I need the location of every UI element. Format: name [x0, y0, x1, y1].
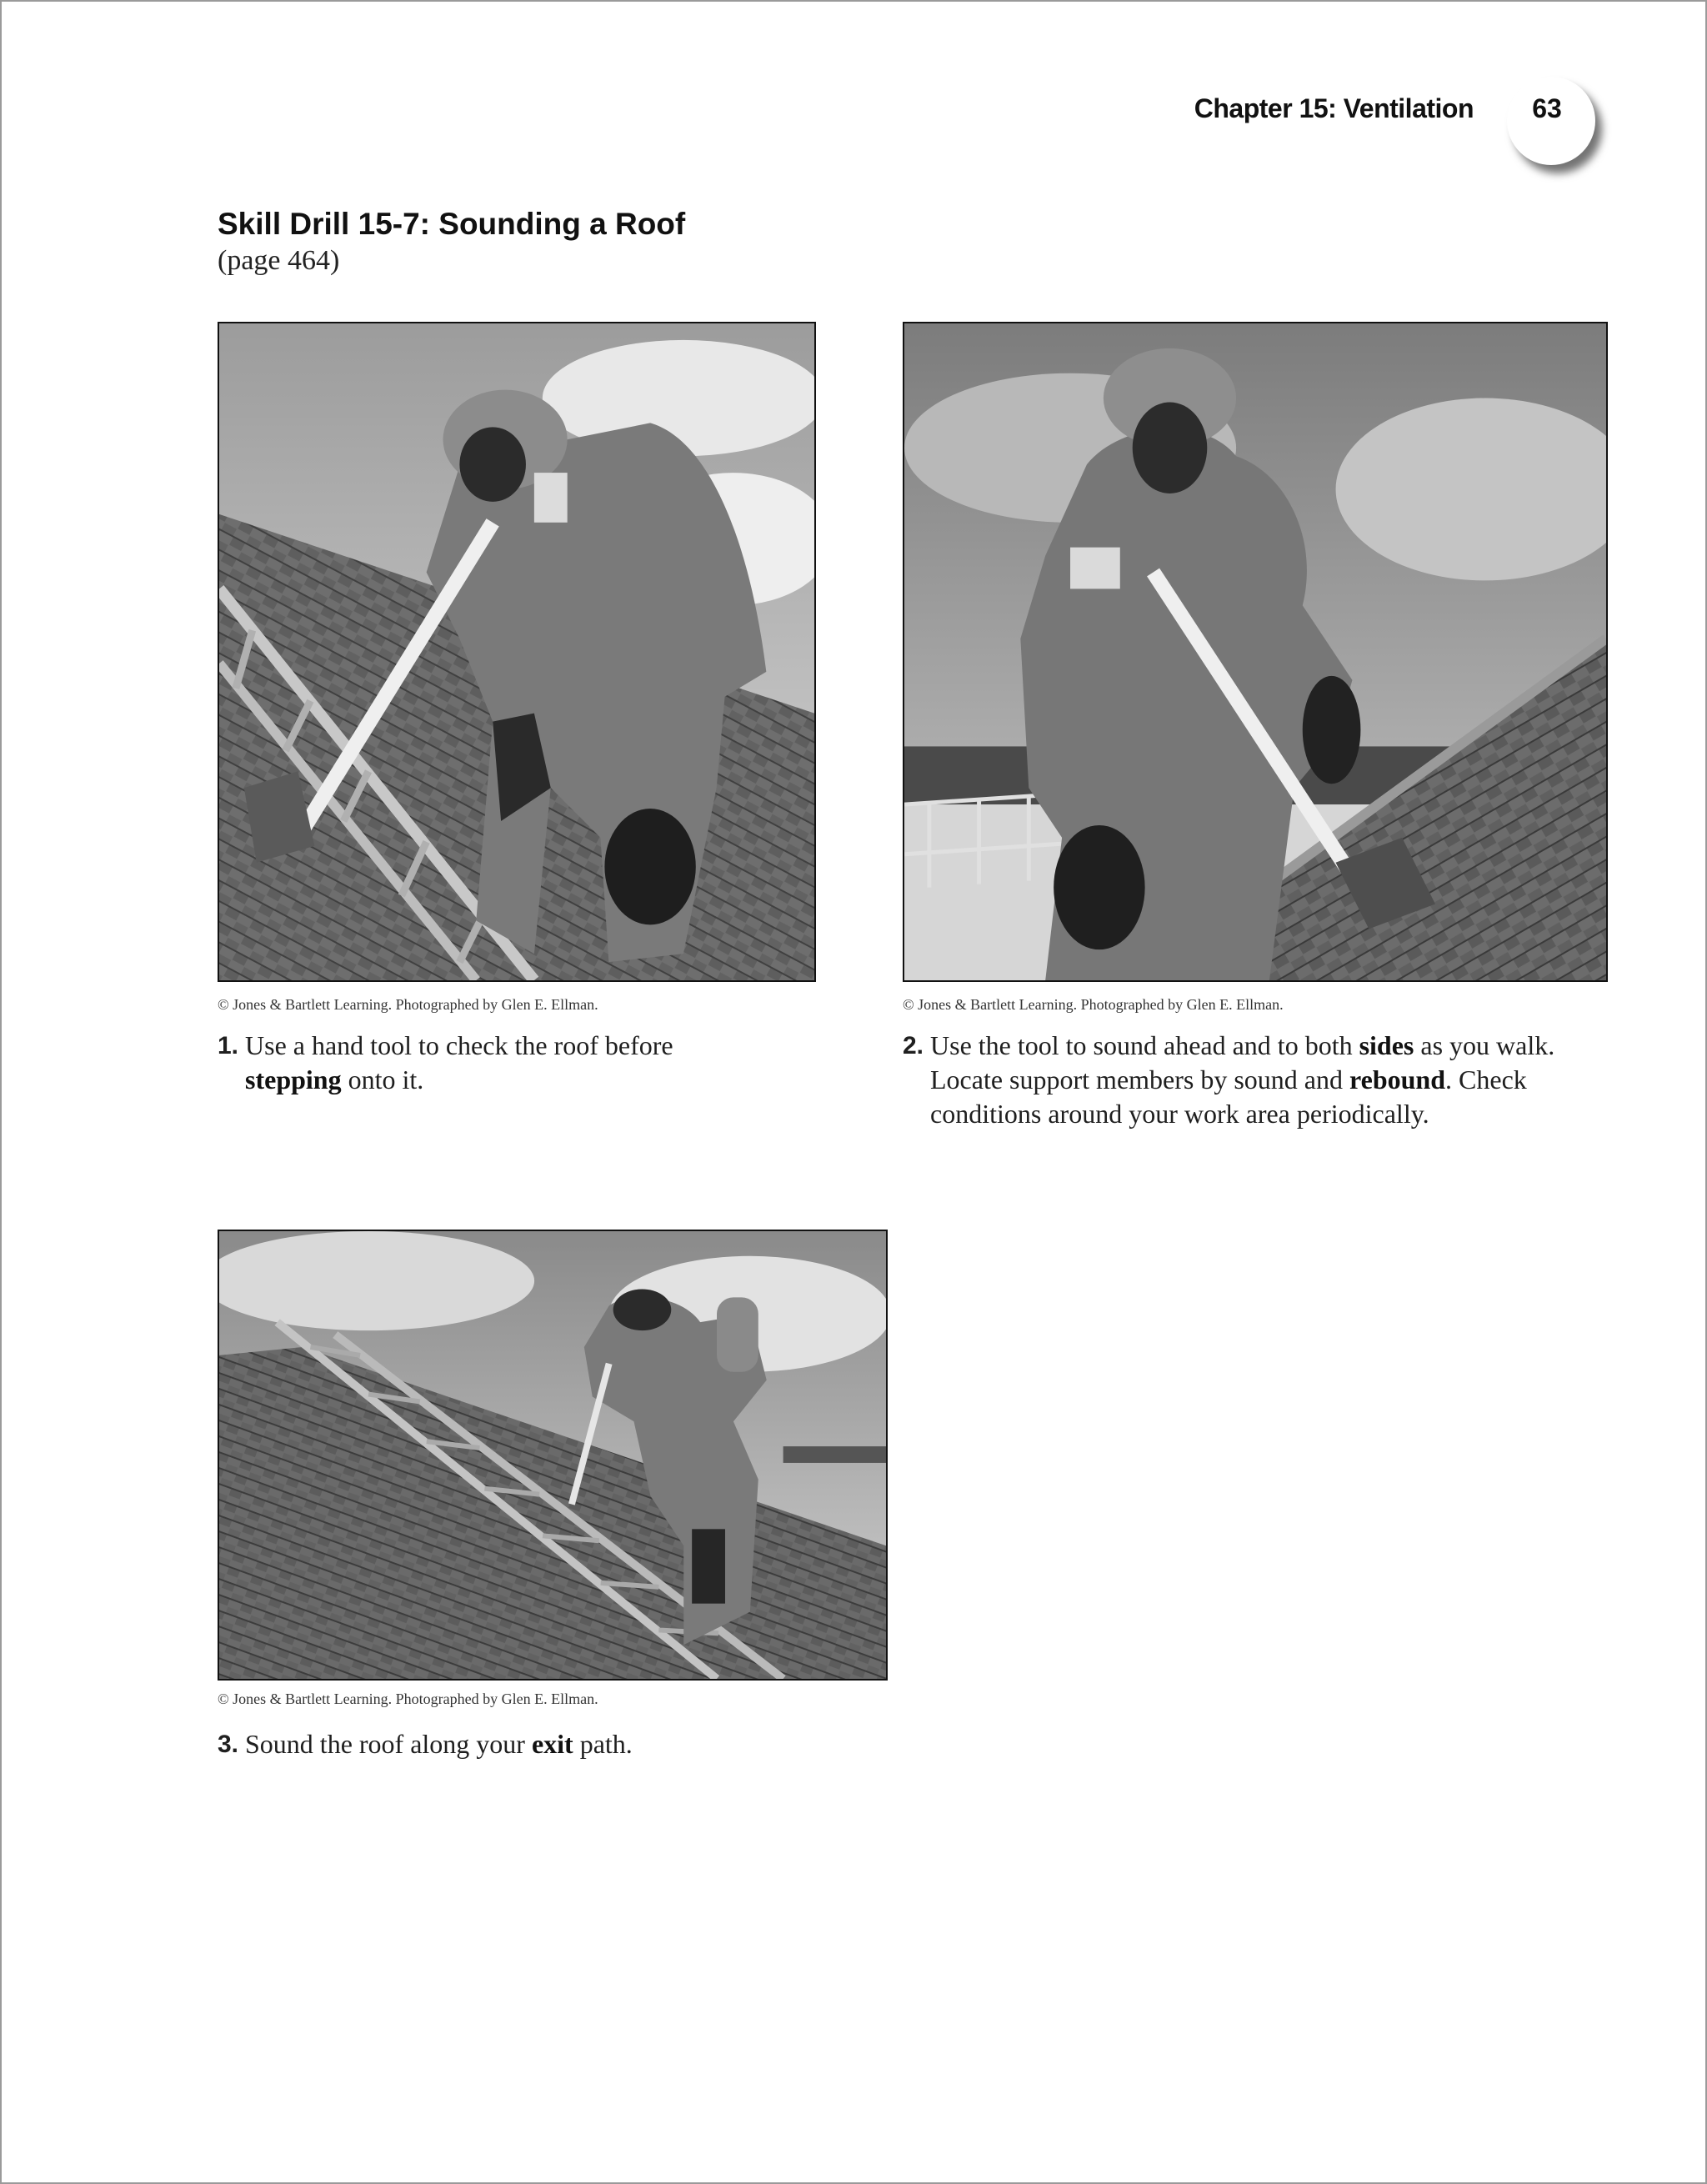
step-1-text	[218, 1029, 684, 1097]
step-2-text	[903, 1029, 1619, 1131]
key-term: rebound	[1349, 1064, 1446, 1095]
step-2-photo	[903, 322, 1608, 982]
step-number: 1.	[218, 1032, 239, 1059]
step-1-photo	[218, 322, 816, 982]
page-number: 63	[1532, 93, 1562, 123]
step-2-photo-credit: © Jones & Bartlett Learning. Photographed by Glen E. Ellman.	[903, 996, 1284, 1013]
step-3-photo	[218, 1230, 888, 1681]
step-1-photo-credit: © Jones & Bartlett Learning. Photographed by Glen E. Ellman.	[218, 996, 598, 1013]
key-term: sides	[1359, 1030, 1414, 1060]
key-term: exit	[531, 1729, 573, 1759]
step-description: Sound the roof along your exit path.	[245, 1729, 633, 1759]
step-description: Use a hand tool to check the roof before stepping onto it.	[245, 1030, 673, 1095]
step-3-photo-credit: © Jones & Bartlett Learning. Photographed by Glen E. Ellman.	[218, 1691, 598, 1707]
step-number: 2.	[903, 1032, 924, 1059]
step-number: 3.	[218, 1731, 239, 1758]
key-term: stepping	[245, 1064, 342, 1095]
skill-drill-title: Skill Drill 15-7: Sounding a Roof	[218, 207, 686, 241]
chapter-title: Chapter 15: Ventilation	[1194, 93, 1474, 123]
step-3-text	[218, 1727, 884, 1761]
skill-drill-page-reference: (page 464)	[218, 245, 340, 276]
step-description: Use the tool to sound ahead and to both sides as you walk. Locate support members by sound and rebound. Check conditions around your work area periodically.	[930, 1030, 1555, 1129]
